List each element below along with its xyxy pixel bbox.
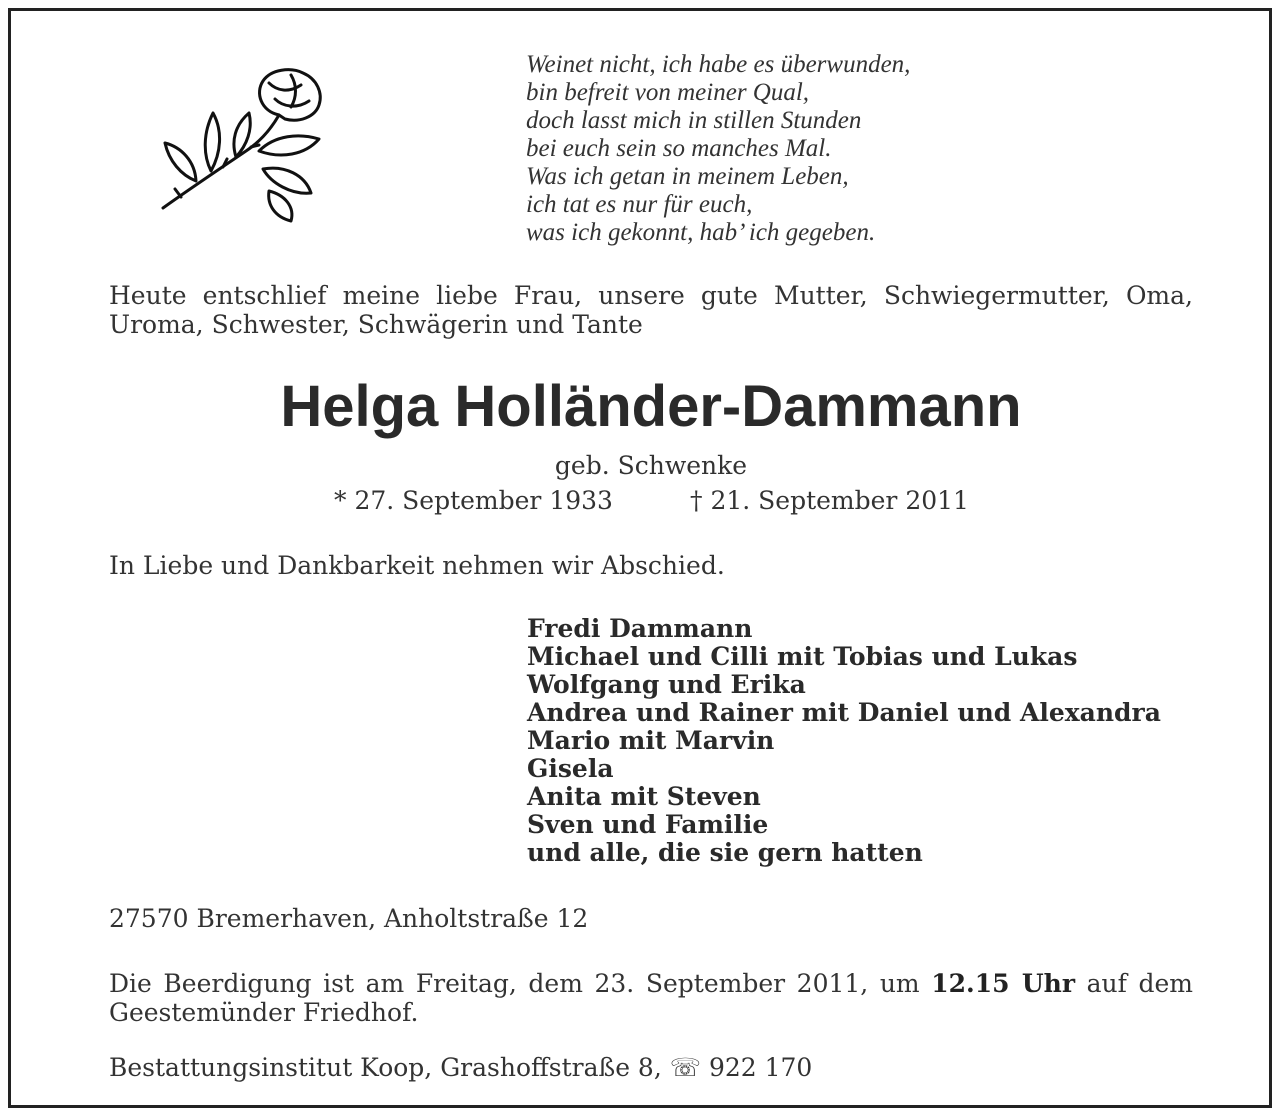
poem-line: was ich gekonnt, hab’ ich gegeben.	[526, 219, 876, 246]
address: 27570 Bremerhaven, Anholtstraße 12	[109, 904, 589, 933]
family-member: Sven und Familie	[527, 810, 769, 839]
poem-line: doch lasst mich in stillen Stunden	[526, 107, 862, 134]
poem-line: ich tat es nur für euch,	[526, 191, 753, 218]
poem-line: Weinet nicht, ich habe es überwunden,	[526, 51, 911, 78]
rose-icon	[151, 63, 341, 228]
funeral-info-text: Die Beerdigung ist am Freitag, dem 23. September 2011, um	[109, 969, 932, 998]
funeral-location-text: auf dem Geestemünder Friedhof.	[109, 969, 1193, 1027]
farewell-text: In Liebe und Dankbarkeit nehmen wir Abschied.	[109, 551, 725, 580]
family-list	[527, 615, 1161, 867]
birth-date: * 27. September 1933	[334, 486, 613, 515]
intro-text: Heute entschlief meine liebe Frau, unsere gute Mutter, Schwiegermutter, Oma, Uroma, Schwester, Schwägerin und Tante	[109, 281, 1193, 339]
obituary-frame	[8, 8, 1272, 1108]
family-member: Wolfgang und Erika	[527, 670, 806, 699]
family-member: Michael und Cilli mit Tobias und Lukas	[527, 642, 1078, 671]
family-member: Gisela	[527, 754, 614, 783]
funeral-time: 12.15 Uhr	[931, 969, 1076, 998]
family-member: Anita mit Steven	[527, 782, 761, 811]
funeral-info	[109, 969, 1193, 1027]
undertaker-info: Bestattungsinstitut Koop, Grashoffstraße 8, ☏ 922 170	[109, 1053, 813, 1082]
poem-line: bei euch sein so manches Mal.	[526, 135, 832, 162]
family-member: Andrea und Rainer mit Daniel und Alexandra	[527, 698, 1161, 727]
maiden-name: geb. Schwenke	[554, 451, 748, 480]
death-date: † 21. September 2011	[690, 486, 969, 515]
family-member: Mario mit Marvin	[527, 726, 775, 755]
deceased-name: Helga Holländer-Dammann	[280, 374, 1022, 439]
poem	[526, 51, 1246, 247]
poem-line: bin befreit von meiner Qual,	[526, 79, 810, 106]
poem-line: Was ich getan in meinem Leben,	[526, 163, 849, 190]
family-member: Fredi Dammann	[527, 614, 753, 643]
family-member: und alle, die sie gern hatten	[527, 838, 923, 867]
